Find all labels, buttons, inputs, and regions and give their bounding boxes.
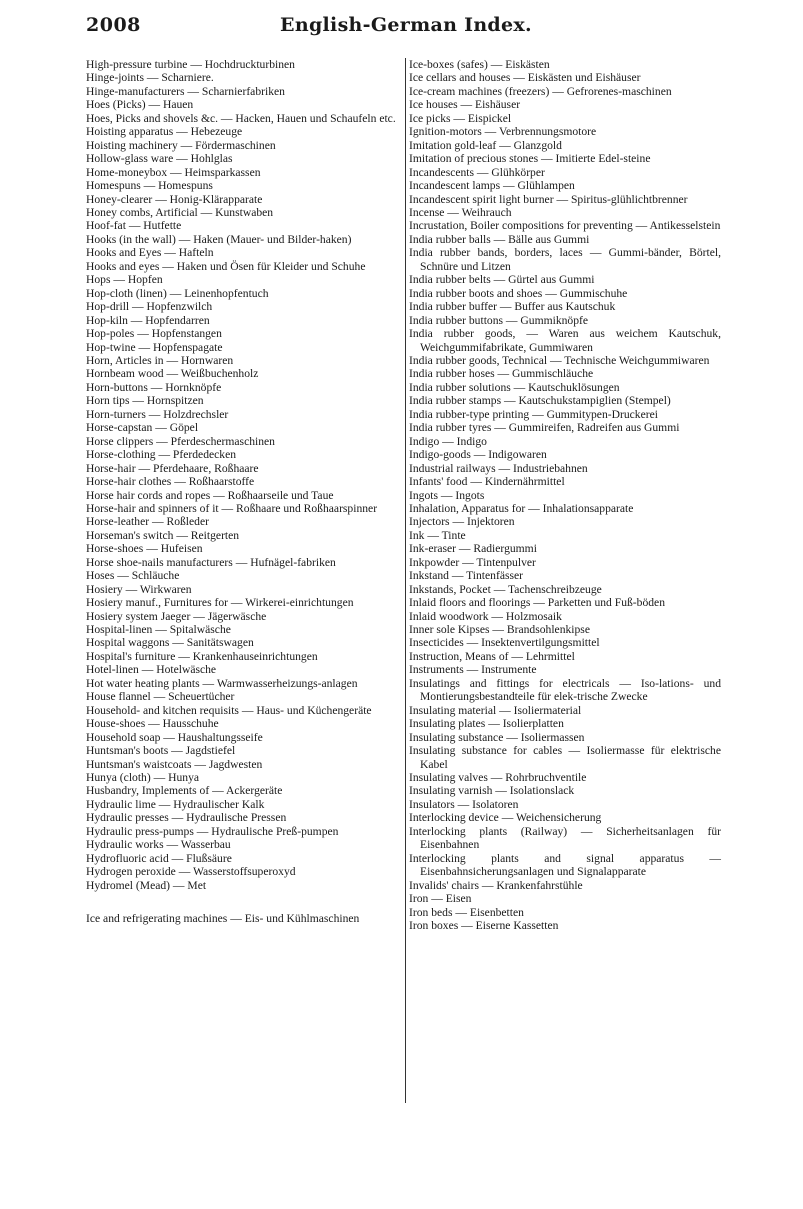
- index-entry: India rubber balls — Bälle aus Gummi: [409, 232, 590, 246]
- index-entry: Hunya (cloth) — Hunya: [86, 771, 200, 785]
- index-entry: Ignition-motors — Verbrennungsmotore: [409, 125, 597, 139]
- index-entry: Hinge-joints — Scharniere.: [86, 71, 214, 85]
- index-entry: Invalids' chairs — Krankenfahrstühle: [409, 878, 583, 892]
- index-entry: Ice-boxes (safes) — Eiskästen: [409, 58, 550, 71]
- index-entry: Hop-drill — Hopfenzwilch: [86, 300, 213, 314]
- index-entry: Incrustation, Boiler compositions for preventing — Antikesselstein: [409, 219, 721, 233]
- index-entry: India rubber buttons — Gummiknöpfe: [409, 313, 589, 327]
- index-entry: Insulating substance for cables — Isoliermasse für elektrische Kabel: [409, 744, 721, 771]
- index-entry: Horse-clothing — Pferdedecken: [86, 448, 237, 462]
- index-entry: Hoses — Schläuche: [86, 569, 180, 583]
- index-entry: Hoes (Picks) — Hauen: [86, 98, 194, 112]
- index-entry: Hinge-manufacturers — Scharnierfabriken: [86, 84, 285, 98]
- index-entry: Horse clippers — Pferdeschermaschinen: [86, 434, 275, 448]
- index-entry: Hosiery manuf., Furnitures for — Wirkerei-einrichtungen: [86, 596, 354, 610]
- index-entry: Hops — Hopfen: [86, 273, 163, 287]
- index-entry: Ink-eraser — Radiergummi: [409, 542, 537, 556]
- index-entry: Inkstand — Tintenfässer: [409, 569, 524, 583]
- index-entry: Hooks (in the wall) — Haken (Mauer- und Bilder-haken): [86, 232, 352, 246]
- index-entry: Insulating varnish — Isolationslack: [409, 784, 575, 798]
- index-entry: India rubber buffer — Buffer aus Kautschuk: [409, 300, 616, 314]
- index-entry: Horse-leather — Roßleder: [86, 515, 209, 529]
- index-entry: India rubber stamps — Kautschukstampiglien (Stempel): [409, 394, 671, 408]
- index-entry: Home-moneybox — Heimsparkassen: [86, 165, 261, 179]
- index-entry: Hooks and eyes — Haken und Ösen für Kleider und Schuhe: [86, 259, 366, 273]
- index-entry: Hydraulic lime — Hydraulischer Kalk: [86, 797, 265, 811]
- index-entry: Hydrogen peroxide — Wasserstoffsuperoxyd: [86, 865, 296, 879]
- index-entry: India rubber belts — Gürtel aus Gummi: [409, 273, 595, 287]
- index-entry: Horn, Articles in — Hornwaren: [86, 353, 234, 367]
- index-entry: Homespuns — Homespuns: [86, 179, 213, 193]
- index-entry: Hydrofluoric acid — Flußsäure: [86, 851, 232, 865]
- index-entry: Hoisting apparatus — Hebezeuge: [86, 125, 243, 139]
- index-entry: Horn-buttons — Hornknöpfe: [86, 380, 222, 394]
- index-entry: Inlaid floors and floorings — Parketten und Fuß-böden: [409, 596, 665, 610]
- index-entry: Hospital's furniture — Krankenhauseinrichtungen: [86, 649, 318, 663]
- index-entry: Hornbeam wood — Weißbuchenholz: [86, 367, 259, 381]
- page-number: 2008: [86, 14, 141, 36]
- index-entry: Horse-capstan — Göpel: [86, 421, 199, 435]
- index-entry: Horn-turners — Holzdrechsler: [86, 407, 229, 421]
- index-entry: Hoisting machinery — Fördermaschinen: [86, 138, 276, 152]
- index-entry: Insulators — Isolatoren: [409, 797, 519, 811]
- index-entry: High-pressure turbine — Hochdruckturbinen: [86, 58, 295, 71]
- index-entry: Incandescent spirit light burner — Spiritus-glühlichtbrenner: [409, 192, 688, 206]
- index-entry: House flannel — Scheuertücher: [86, 690, 235, 704]
- index-entry: Hydraulic press-pumps — Hydraulische Preß-pumpen: [86, 824, 339, 838]
- index-entry: Ice picks — Eispickel: [409, 111, 512, 125]
- index-entry: Hoes, Picks and shovels &c. — Hacken, Hauen und Schaufeln etc.: [86, 111, 396, 125]
- index-entry: Hop-twine — Hopfenspagate: [86, 340, 223, 354]
- index-entry: House-shoes — Hausschuhe: [86, 717, 219, 731]
- index-entry: Hydraulic works — Wasserbau: [86, 838, 231, 852]
- index-entry: Incense — Weihrauch: [409, 205, 512, 219]
- index-entry: Horn tips — Hornspitzen: [86, 394, 204, 408]
- index-entry: Ink — Tinte: [409, 528, 466, 542]
- index-entry: Insulatings and fittings for electricals — Iso-lations- und Montierungsbestandteile für elek-trische Zwecke: [409, 676, 721, 704]
- index-entry: Ingots — Ingots: [409, 488, 485, 502]
- index-entry: Hop-poles — Hopfenstangen: [86, 327, 222, 341]
- index-entry: Horse-hair clothes — Roßhaarstoffe: [86, 475, 255, 489]
- index-entry: Indigo-goods — Indigowaren: [409, 448, 547, 462]
- index-entry: Huntsman's waistcoats — Jagdwesten: [86, 757, 263, 771]
- index-entry: Insecticides — Insektenvertilgungsmittel: [409, 636, 600, 650]
- index-entry: Honey-clearer — Honig-Klärapparate: [86, 192, 263, 206]
- index-entry: Insulating material — Isoliermaterial: [409, 703, 582, 717]
- right-index-column: [409, 58, 721, 932]
- index-entry: Hotel-linen — Hotelwäsche: [86, 663, 217, 677]
- index-entry: Horse-hair — Pferdehaare, Roßhaare: [86, 461, 259, 475]
- index-entry: Insulating valves — Rohrbruchventile: [409, 771, 587, 785]
- index-entry: India rubber goods, Technical — Technische Weichgummiwaren: [409, 353, 710, 367]
- index-entry: Hydromel (Mead) — Met: [86, 878, 207, 892]
- index-entry: Hooks and Eyes — Hafteln: [86, 246, 214, 260]
- index-entry: Imitation gold-leaf — Glanzgold: [409, 138, 562, 152]
- index-entry: India rubber solutions — Kautschuklösungen: [409, 380, 620, 394]
- index-entry: Hydraulic presses — Hydraulische Pressen: [86, 811, 287, 825]
- page-title: English-German Index.: [280, 14, 532, 36]
- index-entry: Iron boxes — Eiserne Kassetten: [409, 919, 559, 932]
- index-entry: Hospital waggons — Sanitätswagen: [86, 636, 254, 650]
- index-entry: India rubber boots and shoes — Gummischuhe: [409, 286, 628, 300]
- index-entry: Infants' food — Kindernährmittel: [409, 475, 565, 489]
- index-entry: Incandescents — Glühkörper: [409, 165, 545, 179]
- index-entry: India rubber goods, — Waren aus weichem Kautschuk, Weichgummifabrikate, Gummiwaren: [409, 327, 721, 354]
- index-entry: Hollow-glass ware — Hohlglas: [86, 152, 233, 166]
- index-entry: Imitation of precious stones — Imitierte Edel-steine: [409, 152, 651, 166]
- page-header: [86, 14, 726, 42]
- index-entry: Honey combs, Artificial — Kunstwaben: [86, 205, 274, 219]
- left-index-column: [86, 58, 401, 926]
- index-entry: Interlocking plants and signal apparatus — Eisenbahnsicherungsanlagen und Signalapparate: [409, 851, 721, 879]
- index-entry: Household- and kitchen requisits — Haus- und Küchengeräte: [86, 703, 372, 717]
- index-entry: Horse-hair and spinners of it — Roßhaare und Roßhaarspinner: [86, 501, 378, 515]
- index-entry: Ice-cream machines (freezers) — Gefrorenes-maschinen: [409, 84, 672, 98]
- index-entry: Horse shoe-nails manufacturers — Hufnägel-fabriken: [86, 555, 336, 569]
- index-entry: Inhalation, Apparatus for — Inhalationsapparate: [409, 501, 634, 515]
- index-entry: Husbandry, Implements of — Ackergeräte: [86, 784, 283, 798]
- index-entry: Inkstands, Pocket — Tachenschreibzeuge: [409, 582, 602, 596]
- index-entry: Injectors — Injektoren: [409, 515, 515, 529]
- index-entry: Incandescent lamps — Glühlampen: [409, 179, 575, 193]
- index-entry: Ice cellars and houses — Eiskästen und Eishäuser: [409, 71, 641, 85]
- index-entry: Instruments — Instrumente: [409, 663, 537, 677]
- index-entry: Household soap — Haushaltungsseife: [86, 730, 263, 744]
- index-entry: Ice houses — Eishäuser: [409, 98, 521, 112]
- index-entry: Horseman's switch — Reitgerten: [86, 528, 240, 542]
- index-entry: India rubber tyres — Gummireifen, Radreifen aus Gummi: [409, 421, 680, 435]
- index-entry: Hosiery — Wirkwaren: [86, 582, 192, 596]
- index-entry: Inlaid woodwork — Holzmosaik: [409, 609, 562, 623]
- index-entry: Ice and refrigerating machines — Eis- und Kühlmaschinen: [86, 912, 360, 926]
- index-entry: Hot water heating plants — Warmwasserheizungs-anlagen: [86, 676, 358, 690]
- index-entry: Industrial railways — Industriebahnen: [409, 461, 588, 475]
- index-entry: Insulating substance — Isoliermassen: [409, 730, 585, 744]
- index-entry: Iron beds — Eisenbetten: [409, 905, 524, 919]
- index-entry: India rubber bands, borders, laces — Gummi-bänder, Börtel, Schnüre und Litzen: [409, 246, 721, 273]
- index-entry: Huntsman's boots — Jagdstiefel: [86, 744, 236, 758]
- index-entry: Inner sole Kipses — Brandsohlenkipse: [409, 623, 590, 637]
- index-entry: Instruction, Means of — Lehrmittel: [409, 649, 575, 663]
- index-entry: Iron — Eisen: [409, 892, 472, 906]
- index-entry: Interlocking device — Weichensicherung: [409, 811, 602, 825]
- index-entry: Horse hair cords and ropes — Roßhaarseile und Taue: [86, 488, 334, 502]
- index-entry: Interlocking plants (Railway) — Sicherheitsanlagen für Eisenbahnen: [409, 824, 721, 852]
- column-divider: [405, 58, 406, 1103]
- index-entry: Horse-shoes — Hufeisen: [86, 542, 203, 556]
- index-entry: Hoof-fat — Hutfette: [86, 219, 182, 233]
- index-entry: India rubber hoses — Gummischläuche: [409, 367, 594, 381]
- index-entry: India rubber-type printing — Gummitypen-Druckerei: [409, 407, 658, 421]
- index-entry: Hosiery system Jaeger — Jägerwäsche: [86, 609, 267, 623]
- index-entry: Hop-cloth (linen) — Leinenhopfentuch: [86, 286, 269, 300]
- index-entry: Insulating plates — Isolierplatten: [409, 717, 564, 731]
- index-entry: Indigo — Indigo: [409, 434, 487, 448]
- index-entry: Inkpowder — Tintenpulver: [409, 555, 536, 569]
- index-entry: Hop-kiln — Hopfendarren: [86, 313, 210, 327]
- index-entry: Hospital-linen — Spitalwäsche: [86, 623, 231, 637]
